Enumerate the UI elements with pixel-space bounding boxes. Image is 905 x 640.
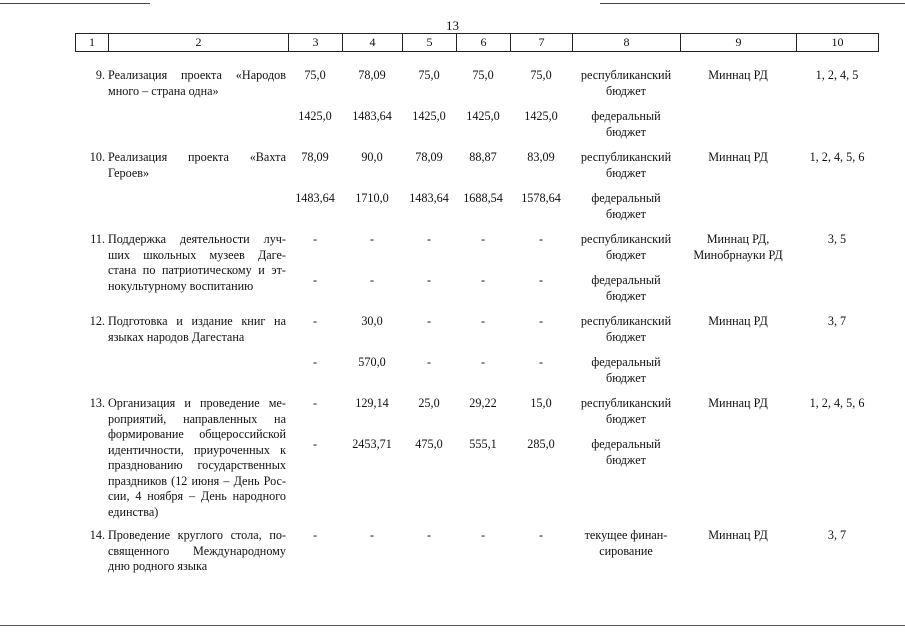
activity-name — [108, 68, 286, 99]
funding-source-line: бюджет — [606, 452, 646, 467]
funding-value: - — [538, 355, 544, 369]
activity-name-line: много – страна одна» — [108, 83, 219, 98]
funding-source-line: федеральный — [591, 109, 661, 123]
funding-value: 1578,64 — [521, 191, 561, 205]
funding-value: 78,09 — [415, 150, 443, 164]
funding-value: 1483,64 — [295, 191, 335, 205]
funding-source-line: республиканский — [580, 150, 672, 164]
activity-name — [108, 232, 286, 294]
row-number: 14. — [89, 528, 105, 542]
activity-name-line: Героев» — [108, 165, 150, 180]
funding-source-line: сирование — [599, 543, 653, 558]
executor-line: Миннац РД — [708, 150, 768, 164]
activity-name-line: формирование общероссийской — [108, 427, 286, 441]
activity-name — [108, 396, 286, 520]
funding-value: - — [312, 437, 318, 451]
funding-value: - — [480, 232, 486, 246]
indicators: 3, 5 — [827, 232, 847, 246]
funding-value: - — [312, 232, 318, 246]
funding-value: - — [426, 314, 432, 328]
funding-source — [572, 109, 680, 140]
funding-value: 25,0 — [418, 396, 440, 410]
funding-source — [572, 191, 680, 222]
executor-line: Миннац РД — [708, 396, 768, 410]
funding-source-line: федеральный — [591, 437, 661, 451]
executor — [680, 528, 796, 544]
funding-value: - — [312, 355, 318, 369]
activity-name-line: Проведение круглого стола, по- — [108, 528, 286, 542]
row-number: 12. — [89, 314, 105, 328]
top-rule-left — [0, 3, 150, 4]
funding-value: - — [538, 232, 544, 246]
column-header: 6 — [457, 34, 511, 52]
column-header: 7 — [511, 34, 573, 52]
indicators: 1, 2, 4, 5, 6 — [809, 396, 865, 410]
activity-name — [108, 528, 286, 575]
funding-value: - — [538, 314, 544, 328]
executor — [680, 68, 796, 84]
executor — [680, 232, 796, 263]
activity-name-line: единства) — [108, 504, 159, 519]
funding-value: - — [538, 528, 544, 542]
funding-source-line: федеральный — [591, 273, 661, 287]
funding-value: - — [538, 273, 544, 287]
column-header: 10 — [797, 34, 879, 52]
funding-source — [572, 528, 680, 559]
funding-source-line: республиканский — [580, 314, 672, 328]
funding-value: 1425,0 — [298, 109, 332, 123]
funding-value: - — [426, 232, 432, 246]
funding-source-line: бюджет — [606, 165, 646, 180]
funding-value: 570,0 — [358, 355, 386, 369]
activity-name — [108, 150, 286, 181]
executor-line: Миннац РД — [708, 68, 768, 82]
funding-source-line: республиканский — [580, 396, 672, 410]
activity-name-line: Поддержка деятельности луч- — [108, 232, 286, 246]
funding-value: - — [480, 314, 486, 328]
funding-value: - — [312, 528, 318, 542]
activity-name-line: стана по патриотическому и эт- — [108, 263, 286, 277]
indicators: 1, 2, 4, 5 — [815, 68, 859, 82]
funding-source-line: текущее финан- — [584, 528, 668, 542]
funding-source-line: федеральный — [591, 191, 661, 205]
executor-line: Миннац РД — [708, 314, 768, 328]
indicators: 3, 7 — [827, 314, 847, 328]
funding-value: 1425,0 — [412, 109, 446, 123]
column-header: 3 — [289, 34, 343, 52]
column-header: 5 — [403, 34, 457, 52]
bottom-rule — [0, 625, 905, 626]
funding-value: 90,0 — [361, 150, 383, 164]
funding-value: 75,0 — [304, 68, 326, 82]
funding-source-line: федеральный — [591, 355, 661, 369]
activity-name-line: дню родного языка — [108, 559, 208, 573]
funding-value: 1425,0 — [466, 109, 500, 123]
funding-value: - — [312, 396, 318, 410]
funding-source — [572, 355, 680, 386]
top-rule-right — [600, 3, 905, 4]
column-header-row — [75, 33, 879, 52]
funding-value: 1483,64 — [409, 191, 449, 205]
funding-source — [572, 68, 680, 99]
executor-line: Миннац РД — [708, 528, 768, 542]
executor — [680, 396, 796, 412]
funding-value: - — [312, 314, 318, 328]
funding-value: 83,09 — [527, 150, 555, 164]
funding-value: 129,14 — [355, 396, 389, 410]
funding-source-line: бюджет — [606, 329, 646, 344]
funding-source — [572, 437, 680, 468]
funding-value: 29,22 — [469, 396, 497, 410]
funding-source-line: бюджет — [606, 124, 646, 139]
funding-source-line: республиканский — [580, 68, 672, 82]
funding-source — [572, 273, 680, 304]
funding-source-line: бюджет — [606, 247, 646, 262]
executor — [680, 314, 796, 330]
activity-name-line: священного Международному — [108, 543, 286, 558]
funding-value: 2453,71 — [352, 437, 392, 451]
funding-source — [572, 314, 680, 345]
funding-source-line: республиканский — [580, 232, 672, 246]
row-number: 11. — [90, 232, 105, 246]
funding-value: - — [480, 273, 486, 287]
funding-value: 75,0 — [530, 68, 552, 82]
funding-value: - — [312, 273, 318, 287]
activity-name-line: Подготовка и издание книг на — [108, 314, 286, 328]
funding-value: 285,0 — [527, 437, 555, 451]
column-header: 1 — [76, 34, 109, 52]
funding-value: 1688,54 — [463, 191, 503, 205]
funding-source-line: бюджет — [606, 370, 646, 385]
funding-value: - — [480, 355, 486, 369]
activity-name-line: Реализация проекта «Народов — [108, 68, 286, 82]
activity-name-line: праздников (12 июня – День Рос- — [108, 473, 286, 488]
executor-line: Миннац РД, — [706, 232, 770, 246]
activity-name-line: языках народов Дагестана — [108, 329, 245, 344]
activity-name-line: идентичности, приуроченных к — [108, 442, 286, 457]
activity-name-line: сии, 4 ноября – День народного — [108, 489, 286, 503]
indicators: 3, 7 — [827, 528, 847, 542]
funding-value: 75,0 — [472, 68, 494, 82]
funding-value: 15,0 — [530, 396, 552, 410]
funding-source-line: бюджет — [606, 288, 646, 303]
funding-value: 475,0 — [415, 437, 443, 451]
funding-value: 1710,0 — [355, 191, 389, 205]
activity-name-line: празднованию государственных — [108, 458, 286, 472]
activity-name-line: Реализация проекта «Вахта — [108, 150, 286, 164]
funding-source — [572, 396, 680, 427]
funding-value: - — [426, 355, 432, 369]
funding-value: - — [369, 273, 375, 287]
funding-value: 1425,0 — [524, 109, 558, 123]
activity-name-line: роприятий, направленных на — [108, 411, 286, 426]
column-header: 4 — [343, 34, 403, 52]
column-header: 9 — [681, 34, 797, 52]
funding-source — [572, 232, 680, 263]
funding-source-line: бюджет — [606, 206, 646, 221]
funding-value: - — [480, 528, 486, 542]
row-number: 9. — [95, 68, 105, 82]
column-header: 8 — [573, 34, 681, 52]
row-number: 10. — [89, 150, 105, 164]
funding-source-line: бюджет — [606, 411, 646, 426]
activity-name-line: Организация и проведение ме- — [108, 396, 286, 410]
funding-value: - — [369, 528, 375, 542]
executor-line: Минобрнауки РД — [693, 247, 783, 262]
funding-value: - — [369, 232, 375, 246]
funding-source — [572, 150, 680, 181]
funding-value: - — [426, 273, 432, 287]
indicators: 1, 2, 4, 5, 6 — [809, 150, 865, 164]
funding-value: 30,0 — [361, 314, 383, 328]
page-number: 13 — [446, 18, 459, 33]
funding-value: - — [426, 528, 432, 542]
funding-source-line: бюджет — [606, 83, 646, 98]
column-header: 2 — [109, 34, 289, 52]
funding-value: 555,1 — [469, 437, 497, 451]
row-number: 13. — [89, 396, 105, 410]
executor — [680, 150, 796, 166]
activity-name-line: нокультурному воспитанию — [108, 278, 254, 293]
activity-name — [108, 314, 286, 345]
funding-value: 75,0 — [418, 68, 440, 82]
funding-value: 78,09 — [358, 68, 386, 82]
funding-value: 78,09 — [301, 150, 329, 164]
funding-value: 88,87 — [469, 150, 497, 164]
activity-name-line: ших школьных музеев Даге- — [108, 247, 286, 262]
funding-value: 1483,64 — [352, 109, 392, 123]
